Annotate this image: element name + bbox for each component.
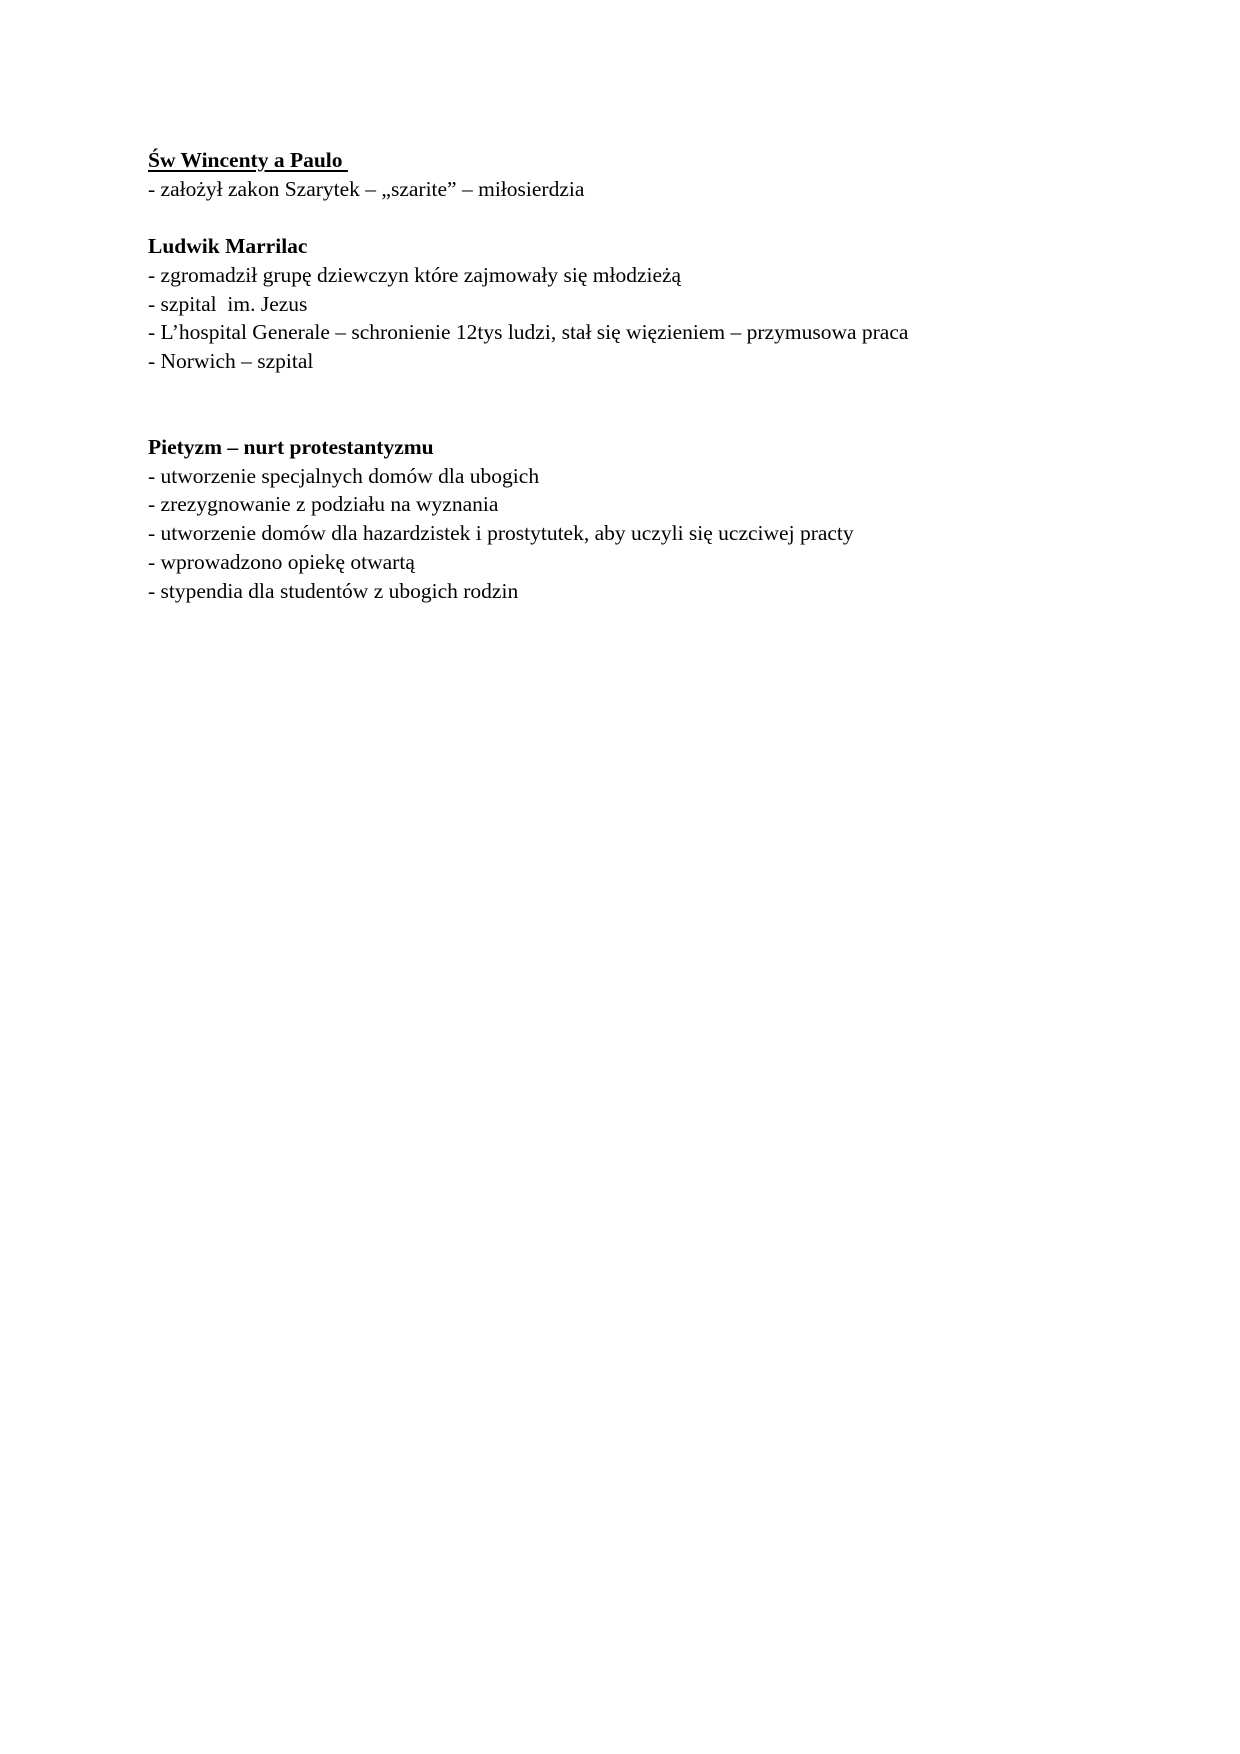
list-item: - szpital im. Jezus bbox=[148, 291, 308, 316]
list-item: - wprowadzono opiekę otwartą bbox=[148, 549, 415, 574]
section-heading-text: Św Wincenty a Paulo bbox=[148, 148, 348, 172]
list-item: - utworzenie domów dla hazardzistek i prostytutek, aby uczyli się uczciwej practy bbox=[148, 521, 854, 546]
list-item: - zgromadził grupę dziewczyn które zajmowały się młodzieżą bbox=[148, 262, 682, 287]
list-item: - zrezygnowanie z podziału na wyznania bbox=[148, 492, 499, 517]
list-item: - utworzenie specjalnych domów dla ubogich bbox=[148, 463, 540, 488]
section-pietyzm bbox=[148, 433, 1148, 605]
section-wincenty-a-paulo bbox=[148, 146, 1148, 203]
section-heading bbox=[148, 146, 1148, 175]
section-heading: Ludwik Marrilac bbox=[148, 234, 308, 259]
list-item: - L’hospital Generale – schronienie 12tys ludzi, stał się więzieniem – przymusowa praca bbox=[148, 320, 909, 345]
document-body bbox=[148, 146, 1148, 605]
section-ludwik-marrilac bbox=[148, 232, 1148, 376]
list-item: - Norwich – szpital bbox=[148, 348, 314, 373]
section-heading: Pietyzm – nurt protestantyzmu bbox=[148, 435, 434, 459]
list-item: - stypendia dla studentów z ubogich rodzin bbox=[148, 578, 519, 603]
list-item: - założył zakon Szarytek – „szarite” – miłosierdzia bbox=[148, 176, 585, 201]
